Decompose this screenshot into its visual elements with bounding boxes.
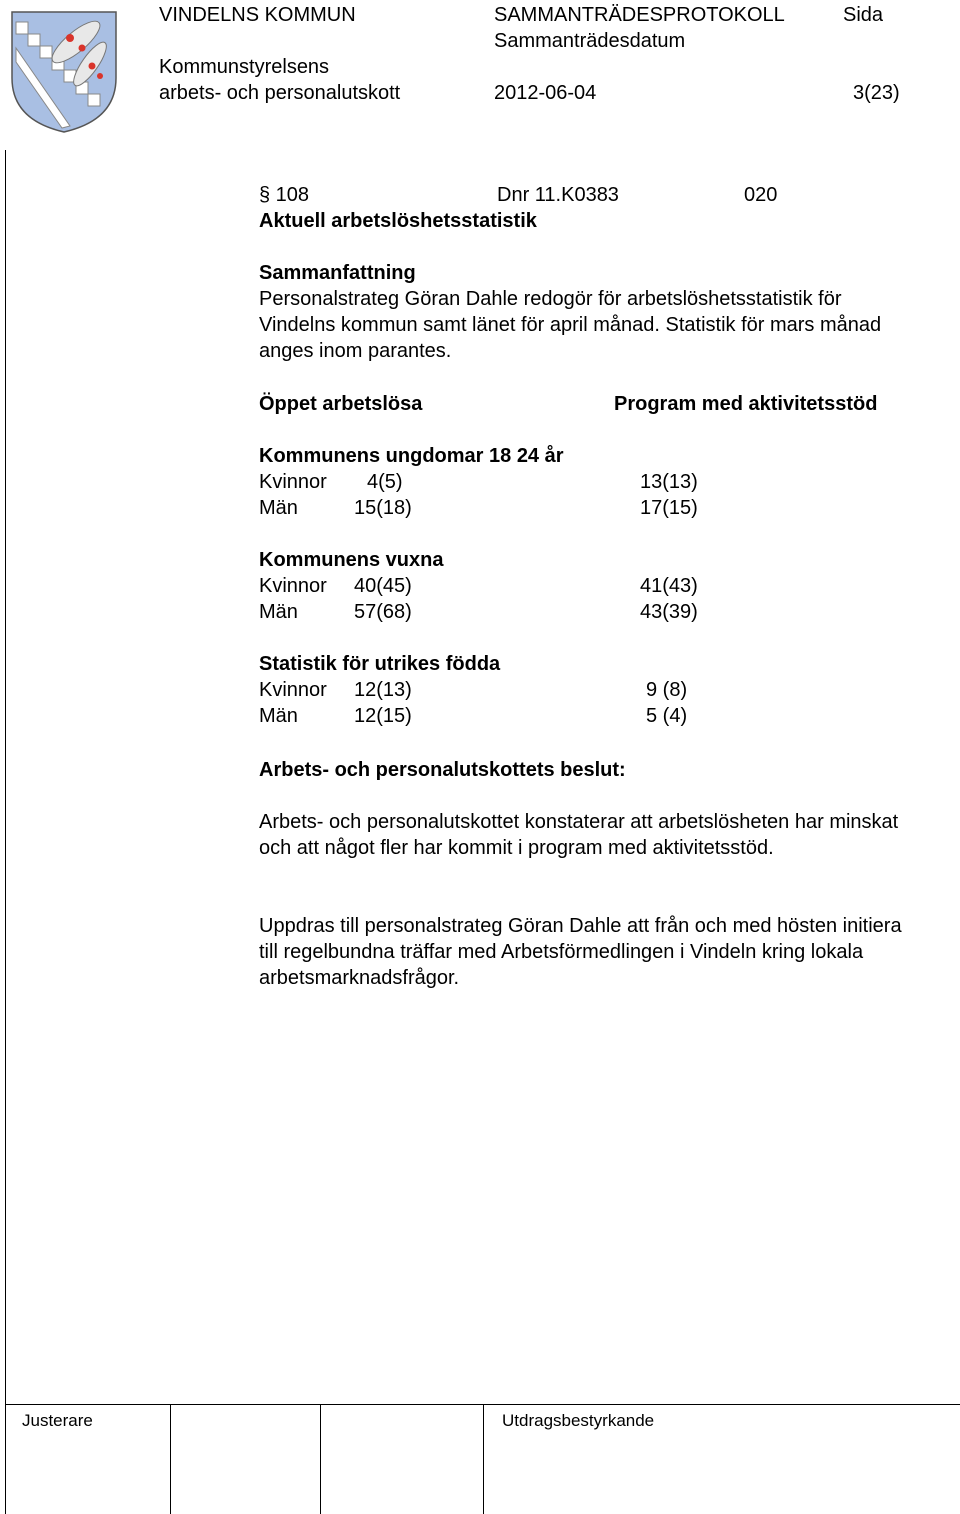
page-label: Sida xyxy=(843,4,884,26)
meeting-date-label: Sammanträdesdatum xyxy=(494,30,686,52)
municipal-coat-of-arms xyxy=(8,8,120,134)
row-program-value: 17(15) xyxy=(640,497,698,519)
footer-divider xyxy=(320,1404,321,1514)
row-label: Kvinnor xyxy=(259,679,327,701)
row-label: Kvinnor xyxy=(259,575,327,597)
row-open-value: 15(18) xyxy=(354,497,412,519)
meeting-date: 2012-06-04 xyxy=(494,82,597,104)
group-heading-youth: Kommunens ungdomar 18 24 år xyxy=(259,445,564,467)
row-open-value: 12(15) xyxy=(354,705,412,727)
group-heading-foreign-born: Statistik för utrikes födda xyxy=(259,653,501,675)
group-heading-adults: Kommunens vuxna xyxy=(259,549,444,571)
org-name: VINDELNS KOMMUN xyxy=(159,4,356,26)
dnr: Dnr 11.K0383 xyxy=(497,184,619,206)
row-label: Män xyxy=(259,705,298,727)
archive-code: 020 xyxy=(744,184,778,206)
section-number: § 108 xyxy=(259,184,310,206)
footer-divider xyxy=(170,1404,171,1514)
decision-heading: Arbets- och personalutskottets beslut: xyxy=(259,759,626,781)
row-open-value: 40(45) xyxy=(354,575,412,597)
row-label: Män xyxy=(259,601,298,623)
row-open-value: 4(5) xyxy=(367,471,403,493)
body-name-line1: Kommunstyrelsens xyxy=(159,56,330,78)
row-open-value: 57(68) xyxy=(354,601,412,623)
row-program-value: 13(13) xyxy=(640,471,698,493)
program-header: Program med aktivitetsstöd xyxy=(614,393,878,415)
summary-heading: Sammanfattning xyxy=(259,262,416,284)
margin-rule xyxy=(5,150,6,1514)
justerare-label: Justerare xyxy=(22,1411,93,1430)
body-name-line2: arbets- och personalutskott xyxy=(159,82,401,104)
footer-divider xyxy=(483,1404,484,1514)
row-program-value: 9 (8) xyxy=(646,679,688,701)
row-open-value: 12(13) xyxy=(354,679,412,701)
document-type: SAMMANTRÄDESPROTOKOLL xyxy=(494,4,785,26)
row-program-value: 43(39) xyxy=(640,601,698,623)
utdragsbestyrkande-label: Utdragsbestyrkande xyxy=(502,1411,655,1430)
row-label: Kvinnor xyxy=(259,471,327,493)
row-label: Män xyxy=(259,497,298,519)
item-title: Aktuell arbetslöshetsstatistik xyxy=(259,210,537,232)
row-program-value: 41(43) xyxy=(640,575,698,597)
summary-text: Personalstrateg Göran Dahle redogör för arbetslöshetsstatistik för Vindelns kommun samt länet för april månad. Statistik för mars månad anges inom parantes. xyxy=(259,288,882,362)
page-number: 3(23) xyxy=(853,82,900,104)
decision-paragraph-2: Uppdras till personalstrateg Göran Dahle att från och med hösten initiera till regelbundna träffar med Arbetsförmedlingen i Vindeln kring lokala arbetsmarknadsfrågor. xyxy=(259,915,902,989)
decision-paragraph-1: Arbets- och personalutskottet konstaterar att arbetslösheten har minskat och att något fler har kommit i program med aktivitetsstöd. xyxy=(259,811,899,859)
open-unemployed-header: Öppet arbetslösa xyxy=(259,393,423,415)
row-program-value: 5 (4) xyxy=(646,705,688,727)
